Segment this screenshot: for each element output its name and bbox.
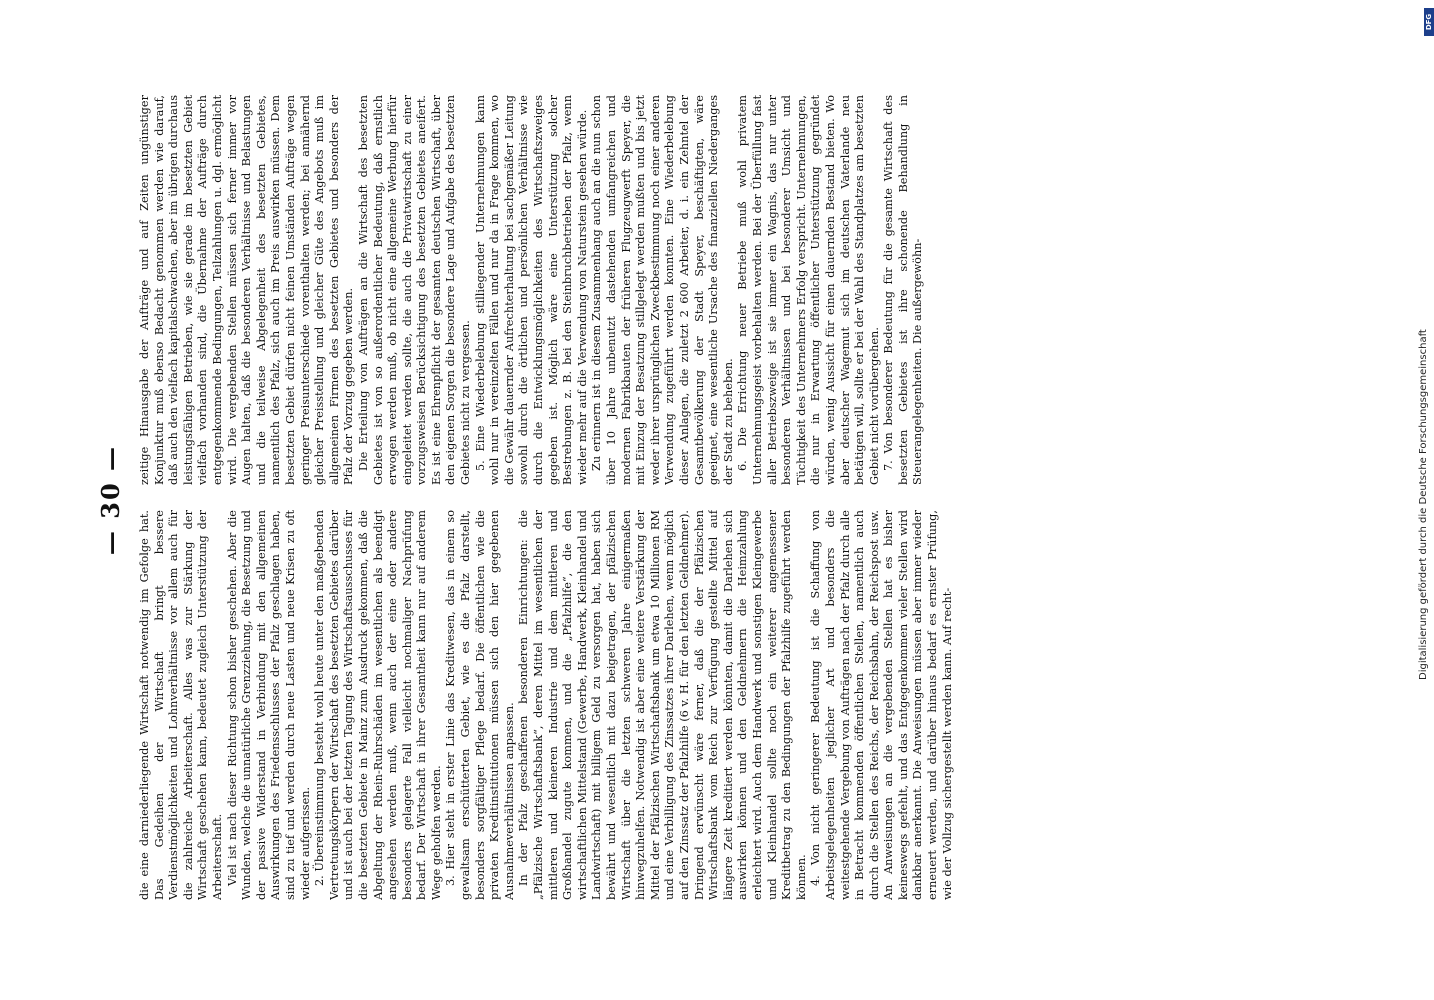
paragraph: die eine darniederliegende Wirtschaft notwendig im Gefolge hat. Das Gedeihen der Wirtschaft bringt bessere Verdienstmöglichkeiten und Lohnverhältnisse vor allem auch für die zahlreiche Arbeiterschaft. Alles was zur Stärkung der Wirtschaft geschehen kann, bedeutet zugleich Unterstützung der Arbeiterschaft. [138, 510, 224, 900]
paragraph: zeitige Hinausgabe der Aufträge und auf Zeiten ungünstiger Konjunktur muß ebenso Bedacht genommen werden wie darauf, daß auch den vielfach kapitalschwachen, aber im übrigen durchaus leistungsfähigen Betrieben, wie sie gerade im besetzten Gebiet vielfach vorhanden sind, die Übernahme der Aufträge durch entgegenkommende Bedingungen, Teilzahlungen u. dgl. ermöglicht wird. Die vergebenden Stellen müssen sich ferner immer vor Augen halten, daß die besonderen Verhältnisse und Belastungen und die teilweise Abgelegenheit des besetzten Gebietes, namentlich des Pfalz, sich auch im Preis auswirken müssen. Dem besetzten Gebiet dürfen nicht feinen Umständen Aufträge wegen geringer Preisunterschiede vorenthalten werden; bei annähernd gleicher Preisstellung und gleicher Güte des Angebots muß im allgemeinen Firmen des besetzten Gebietes und besonders der Pfalz der Vorzug gegeben werden. [138, 95, 356, 485]
paragraph: 3. Hier steht in erster Linie das Kreditwesen, das in einem so gewaltsam erschütterten Gebiet, wie es die Pfalz darstellt, besonders sorgfältiger Pflege bedarf. Die öffentlichen wie die privaten Kreditinstitutionen müssen sich den hier gegebenen Ausnahmeverhältnissen anpassen. [444, 510, 516, 900]
paragraph: 7. Von besonderer Bedeutung für die gesamte Wirtschaft des besetzten Gebietes ist ihre schonende Behandlung in Steuerangelegenheiten. Die außergewöhn- [882, 95, 925, 485]
dfg-logo [1424, 8, 1434, 36]
paragraph: In der Pfalz geschaffenen besonderen Einrichtungen: die „Pfälzische Wirtschaftsbank“, deren Mittel im wesentlichen der mittleren und kleineren Industrie und dem mittleren und Großhandel zugute kommen, und die „Pfalzhilfe“, die den wirtschaftlichen Mittelstand (Gewerbe, Handwerk, Kleinhandel und Landwirtschaft) mit billigem Geld zu versorgen hat, haben sich bewährt und wesentlich mit dazu beigetragen, der pfälzischen Wirtschaft über die letzten schweren Jahre einigermaßen hinwegzuhelfen. Notwendig ist aber eine weitere Verstärkung der Mittel der Pfälzischen Wirtschaftsbank um etwa 10 Millionen RM und eine Verbilligung des Zinssatzes ihrer Darlehen, wenn möglich auf den Zinssatz der Pfalzhilfe (6 v. H. für den letzten Geldnehmer). Dringend erwünscht wäre ferner, daß die der Pfälzischen Wirtschaftsbank vom Reich zur Verfügung gestellte Mittel auf längere Zeit kreditiert werden könnten, damit die Darlehen sich auswirken können und den Geldnehmern die Heimzahlung erleichtert wird. Auch dem Handwerk und sonstigen Kleingewerbe und Kleinhandel sollte noch ein weiterer angemessener Kreditbetrag zu den Bedingungen der Pfalzhilfe zugeführt werden können. [517, 510, 808, 900]
paragraph: 2. Übereinstimmung besteht wohl heute unter den maßgebenden Vertretungskörpern der Wirtschaft des besetzten Gebietes darüber und ist auch bei der letzten Tagung des Wirtschaftsausschusses für die besetzten Gebiete in Mainz zum Ausdruck gekommen, daß die Abgeltung der Rhein-Ruhrschäden im wesentlichen als beendigt angesehen werden muß, wenn auch der eine oder andere besonders gelagerte Fall vielleicht nochmaliger Nachprüfung bedarf. Der Wirtschaft in ihrer Gesamtheit kann nur auf anderem Wege geholfen werden. [313, 510, 443, 900]
digitization-credit: Digitalisierung gefördert durch die Deutsche Forschungsgemeinschaft [1418, 329, 1429, 680]
rotated-page [98, 90, 1298, 910]
page-number: — 30 — [96, 444, 125, 556]
paragraph: 5. Eine Wiederbelebung stilliegender Unternehmungen kann wohl nur in vereinzelten Fällen und nur da in Frage kommen, wo die Gewähr dauernder Aufrechterhaltung bei sachgemäßer Leitung sowohl durch die örtlichen und persönlichen Verhältnisse wie durch die Entwicklungsmöglichkeiten des Wirtschaftszweiges gegeben ist. Möglich wäre eine Unterstützung solcher Bestrebungen z. B. bei den Steinbruchbetrieben der Pfalz, wenn wieder mehr auf die Verwendung von Naturstein gesehen würde. [473, 95, 589, 485]
paragraph: 4. Von nicht geringerer Bedeutung ist die Schaffung von Arbeitsgelegenheiten jeglicher Art und besonders die weitestgehende Vergebung von Aufträgen nach der Pfalz durch alle in Betracht kommenden öffentlichen Stellen, namentlich auch durch die Stellen des Reichs, der Reichsbahn, der Reichspost usw. An Anweisungen an die vergebenden Stellen hat es bisher keineswegs gefehlt, und das Entgegenkommen vieler Stellen wird dankbar anerkannt. Die Anweisungen müssen aber immer wieder erneuert werden, und darüber hinaus bedarf es ernster Prüfung, wie der Vollzug sichergestellt werden kann. Auf recht- [809, 510, 954, 900]
paragraph: 6. Die Errichtung neuer Betriebe muß wohl privatem Unternehmungsgeist vorbehalten werden. Bei der Überfüllung fast aller Betriebszweige ist sie immer ein Wagnis, das nur unter besonderen Verhältnissen und bei besonderer Umsicht und Tüchtigkeit des Unternehmers Erfolg verspricht. Unternehmungen, die nur in Erwartung öffentlicher Unterstützung gegründet würden, wenig Aussicht für einen dauernden Bestand bieten. Wo aber deutscher Wagemut sich im deutschen Vaterlande neu betätigen will, sollte er bei der Wahl des Standplatzes am besetzten Gebiet nicht vorübergehen. [736, 95, 881, 485]
paragraph: Viel ist nach dieser Richtung schon bisher geschehen. Aber die Wunden, welche die unnatürliche Grenzziehung, die Besetzung und der passive Widerstand in Verbindung mit den allgemeinen Auswirkungen des Friedensschlusses der Pfalz geschlagen haben, sind zu tief und werden durch neue Lasten und neue Krisen zu oft wieder aufgerissen. [225, 510, 312, 900]
paragraph: Zu erinnern ist in diesem Zusammenhang auch an die nun schon über 10 Jahre unbenutzt dastehenden umfangreichen und modernen Fabrikbauten der früheren Flugzeugwerft Speyer, die mit Einzug der Besatzung stillgelegt werden mußten und bis jetzt weder ihrer ursprünglichen Zweckbestimmung noch einer anderen Verwendung zugeführt werden konnten. Eine Wiederbelebung dieser Anlagen, die zuletzt 2 600 Arbeiter, d. i. ein Zehntel der Gesamtbevölkerung der Stadt Speyer, beschäftigten, wäre geeignet, eine wesentliche Ursache des finanziellen Niederganges der Stadt zu beheben. [590, 95, 735, 485]
paragraph: Die Erteilung von Aufträgen an die Wirtschaft des besetzten Gebietes ist von so außerordentlicher Bedeutung, daß ernstlich erwogen werden muß, ob nicht eine allgemeine Werbung hierfür eingeleitet werden sollte, die auch die Privatwirtschaft zu einer vorzugsweisen Berücksichtigung des besetzten Gebietes aneifert. Es ist eine Ehrenpflicht der gesamten deutschen Wirtschaft, über den eigenen Sorgen die besondere Lage und Aufgabe des besetzten Gebietes nicht zu vergessen. [356, 95, 473, 485]
left-column [138, 510, 1283, 900]
dfg-logo-text: DFG [1425, 13, 1433, 31]
right-column [138, 95, 1283, 485]
